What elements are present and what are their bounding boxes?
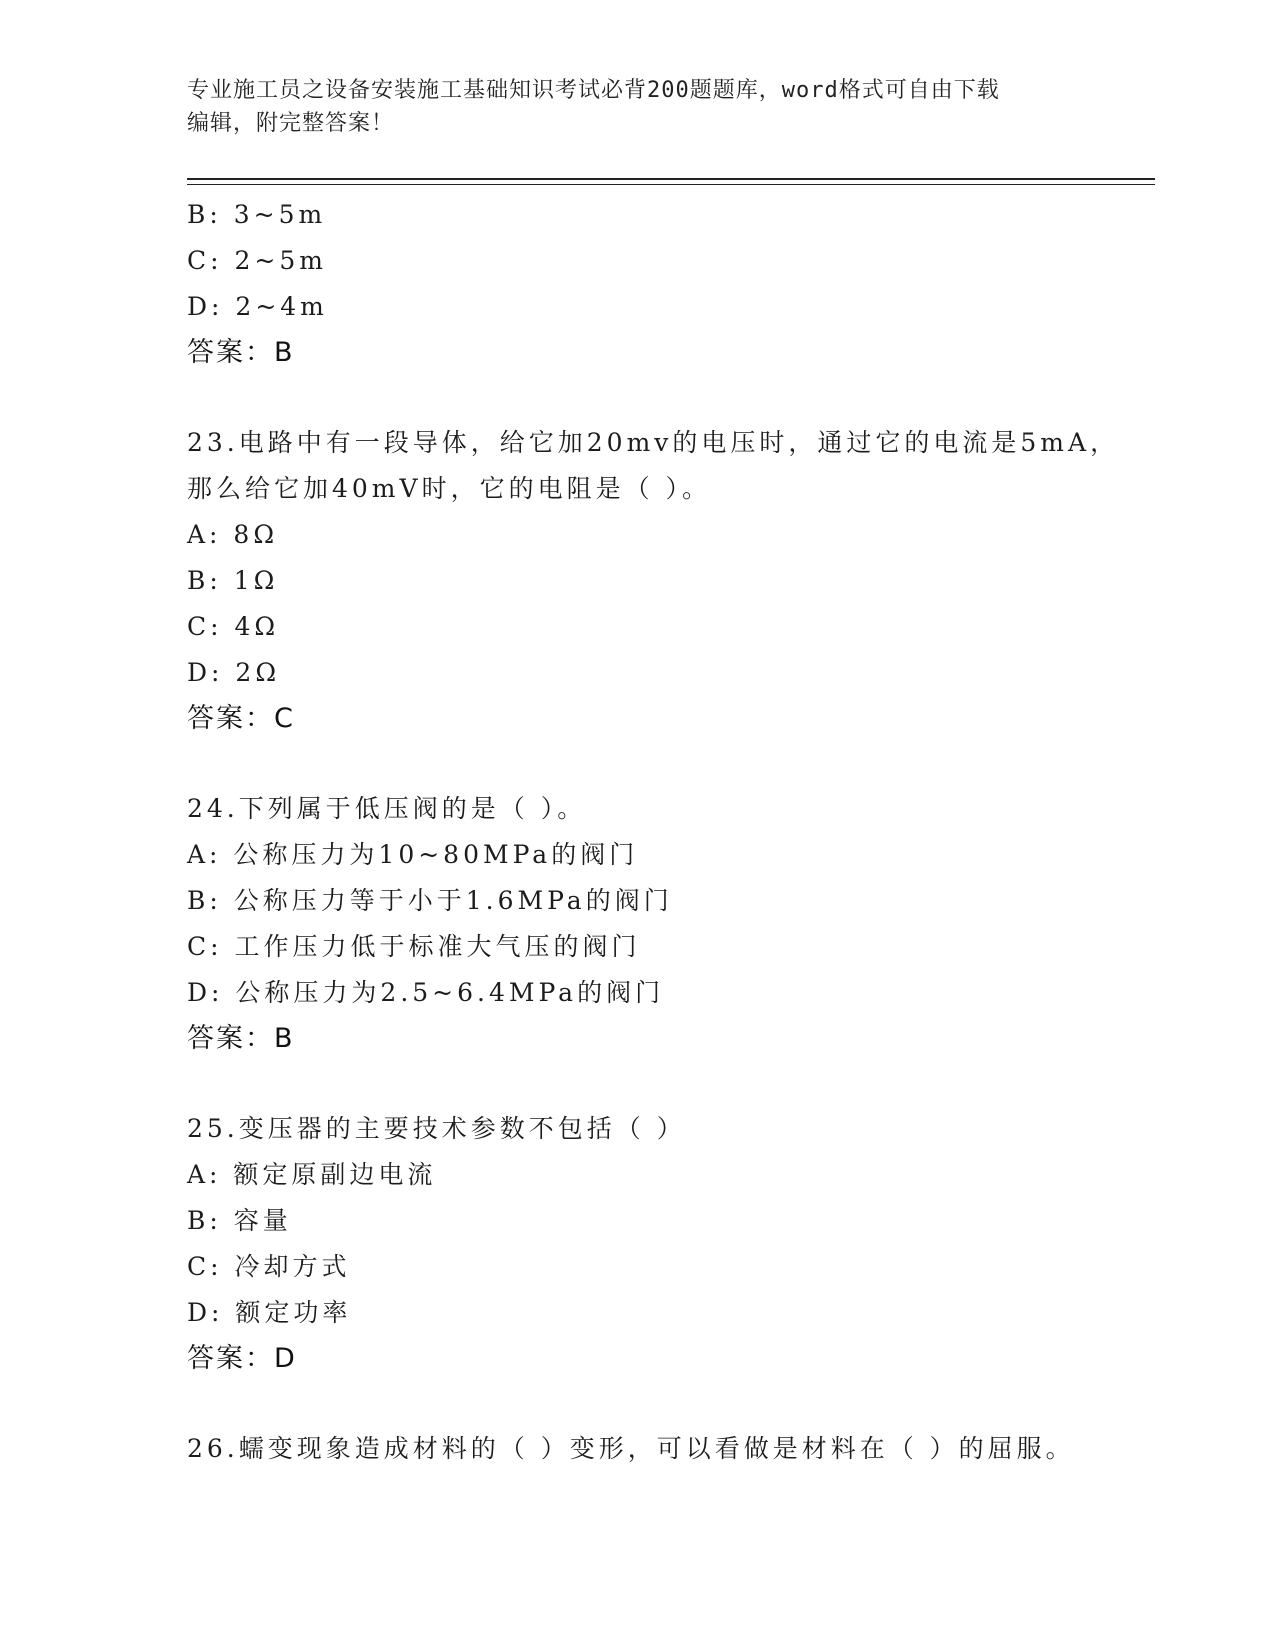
header-title-line-2: 编辑，附完整答案！ [187,111,395,136]
option-c: C: 4Ω [187,612,280,641]
option-a: A: 8Ω [187,520,279,549]
header-divider-thin [187,184,1155,185]
option-b: B: 公称压力等于小于1.6MPa的阀门 [187,886,673,915]
question-stem: 26.蠕变现象造成材料的（ ）变形，可以看做是材料在（ ）的屈服。 [187,1434,1075,1463]
document-header [187,74,1067,140]
option-b: B: 1Ω [187,566,279,595]
option-d: D: 额定功率 [187,1298,352,1327]
question-stem: 24.下列属于低压阀的是（ ）。 [187,794,587,823]
option-c: C: 冷却方式 [187,1252,351,1281]
option-b: B: 容量 [187,1206,292,1235]
header-title-line-1: 专业施工员之设备安装施工基础知识考试必背200题题库，word格式可自由下载 [187,78,1000,103]
option-a: A: 额定原副边电流 [187,1160,437,1189]
option-d: D: 2~4m [187,292,328,321]
answer-line: 答案：C [187,703,295,734]
option-a: A: 公称压力为10~80MPa的阀门 [187,840,639,869]
question-25 [187,1106,1155,1382]
option-d: D: 公称压力为2.5~6.4MPa的阀门 [187,978,665,1007]
answer-line: 答案：B [187,1023,295,1054]
option-c: C: 工作压力低于标准大气压的阀门 [187,932,641,961]
question-stem-line-2: 那么给它加40mV时，它的电阻是（ ）。 [187,474,712,503]
spacer [187,376,1155,420]
spacer [187,742,1155,786]
question-22 [187,192,1155,376]
answer-line: 答案：D [187,1343,297,1374]
header-divider-thick [187,178,1155,180]
question-list [187,192,1155,1472]
question-24 [187,786,1155,1062]
question-23 [187,420,1155,742]
question-26 [187,1426,1155,1472]
question-stem: 25.变压器的主要技术参数不包括（ ） [187,1114,686,1143]
spacer [187,1382,1155,1426]
option-c: C: 2~5m [187,246,327,275]
option-b: B: 3~5m [187,200,327,229]
spacer [187,1062,1155,1106]
option-d: D: 2Ω [187,658,281,687]
question-stem-line-1: 23.电路中有一段导体，给它加20mv的电压时，通过它的电流是5mA， [187,428,1120,457]
answer-line: 答案：B [187,337,295,368]
